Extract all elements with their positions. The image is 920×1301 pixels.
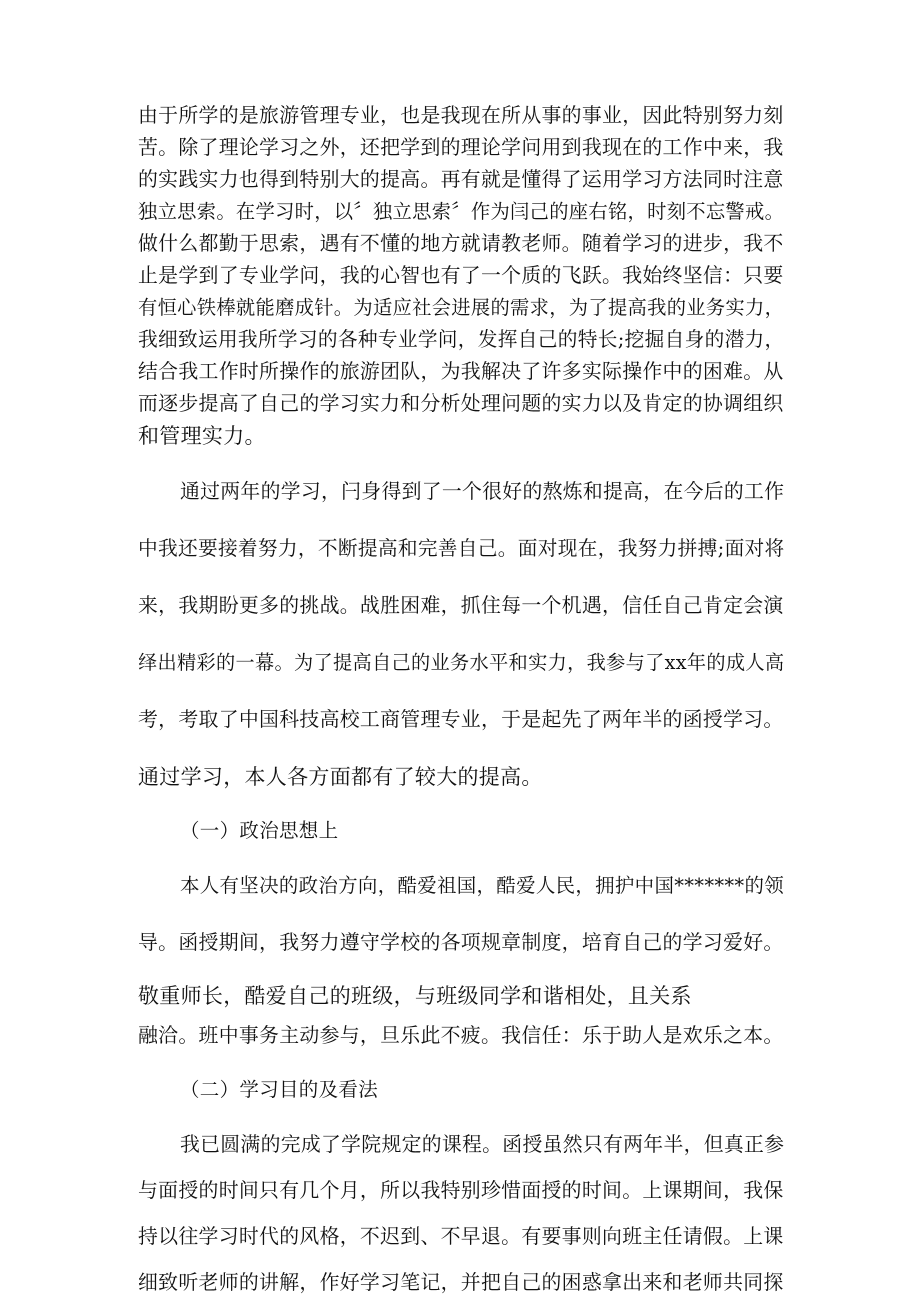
paragraph-line: 我细致运用我所学习的各种专业学问，发挥自己的特长;挖掘自身的潜力， (138, 328, 785, 351)
paragraph-line: 融洽。班中事务主动参与，旦乐此不疲。我信任：乐于助人是欢乐之本。 (138, 1024, 784, 1047)
paragraph-line: 通过学习，本人各方面都有了较大的提高。 (138, 765, 543, 789)
paragraph-line: 细致听老师的讲解，作好学习笔记，并把自己的困惑拿出来和老师共同探 (138, 1271, 784, 1294)
paragraph-line: 中我还要接着努力，不断提高和完善自己。面对现在，我努力拼搏;面对将 (138, 537, 785, 560)
paragraph-line: 导。函授期间，我努力遵守学校的各项规章制度，培育自己的学习爱好。 (138, 931, 784, 954)
paragraph-line: 做什么都勤于思索，遇有不懂的地方就请教老师。随着学习的进步，我不 (138, 232, 784, 255)
paragraph-line: 通过两年的学习，闩身得到了一个很好的熬炼和提高，在今后的工作 (180, 480, 785, 503)
paragraph-line: 敬重师长，酷爱自己的班级，与班级同学和谐相处，且关系 (138, 984, 692, 1008)
section-heading-politics: （一）政治思想上 (180, 819, 339, 842)
paragraph-line: 独立思索。在学习时，以〞独立思索〞作为闫己的座右铭，时刻不忘警戒。 (138, 200, 785, 223)
paragraph-line: 结合我工作时所操作的旅游团队，为我解决了许多实际操作中的困难。从 (138, 360, 784, 383)
paragraph-line: 绎出精彩的一幕。为了提高自己的业务水平和实力，我参与了xx年的成人高 (138, 651, 785, 674)
paragraph-line: 苦。除了理论学习之外，还把学到的理论学问用到我现在的工作中来，我 (138, 136, 784, 159)
paragraph-line: 有恒心铁棒就能磨成针。为适应社会进展的需求，为了提高我的业务实力， (138, 296, 785, 319)
paragraph-line: 考，考取了中国科技高校工商管理专业，于是起先了两年半的函授学习。 (138, 708, 784, 731)
paragraph-line: 和管理实力。 (138, 424, 266, 448)
paragraph-line: 由于所学的是旅游管理专业，也是我现在所从事的事业，因此特别努力刻 (138, 104, 784, 127)
paragraph-line: 的实践实力也得到特别大的提高。再有就是懂得了运用学习方法同时注意 (138, 168, 784, 191)
paragraph-line: 而逐步提高了自己的学习实力和分析处理问题的实力以及肯定的协调组织 (138, 392, 784, 415)
section-heading-study-goals: （二）学习目的及看法 (180, 1078, 379, 1101)
paragraph-line: 止是学到了专业学问，我的心智也有了一个质的飞跃。我始终坚信：只要 (138, 264, 784, 287)
paragraph-line: 我已圆满的完成了学院规定的课程。函授虽然只有两年半，但真正参 (180, 1133, 785, 1156)
paragraph-line: 持以往学习时代的风格，不迟到、不早退。有要事则向班主任请假。上课 (138, 1225, 784, 1248)
paragraph-line: 来，我期盼更多的挑战。战胜困难，抓住每一个机遇，信任自己肯定会演 (138, 594, 784, 617)
paragraph-line: 本人有坚决的政治方向，酷爱祖国，酷爱人民，拥护中国*******的领 (180, 874, 784, 897)
paragraph-line: 与面授的时间只有几个月，所以我特别珍惜面授的时间。上课期间，我保 (138, 1179, 784, 1202)
